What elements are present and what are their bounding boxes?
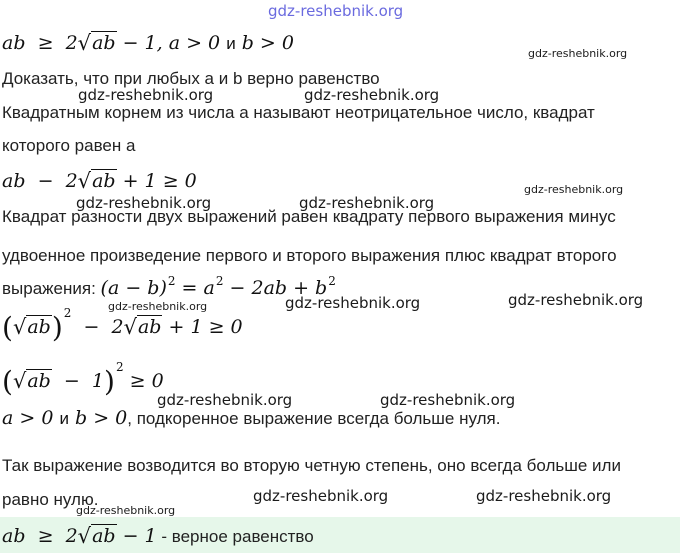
watermark: gdz-reshebnik.org (285, 294, 421, 312)
watermark: gdz-reshebnik.org (528, 47, 628, 60)
square-rule-label: выражения: (2, 279, 96, 298)
prove-statement: Доказать, что при любых a и b верно равенство (2, 69, 380, 88)
positivity-text: , подкоренное выражение всегда больше нуля. (127, 409, 501, 428)
square-rule-line-2: удвоенное произведение первого и второго выражения плюс квадрат второго (2, 246, 617, 265)
watermark: gdz-reshebnik.org (304, 86, 440, 104)
watermark: gdz-reshebnik.org (253, 487, 389, 505)
watermark: gdz-reshebnik.org (299, 194, 435, 212)
watermark: gdz-reshebnik.org (380, 391, 516, 409)
watermark: gdz-reshebnik.org (508, 291, 644, 309)
conclusion (2, 523, 314, 549)
watermark: gdz-reshebnik.org (76, 504, 176, 517)
square-rule-line-1: Квадрат разности двух выражений равен квадрату первого выражения минус (2, 207, 616, 226)
conclusion-text: - верное равенство (156, 527, 314, 546)
even-power-line-2: равно нулю. (2, 490, 99, 509)
watermark: gdz-reshebnik.org (524, 183, 624, 196)
watermark-top: gdz-reshebnik.org (268, 2, 404, 20)
condition-formula: ab ≥ 2√ab − 1, a > 0 и b > 0 (2, 31, 294, 55)
watermark: gdz-reshebnik.org (76, 194, 212, 212)
root-definition-line-2: которого равен a (2, 136, 136, 155)
square-rule-formula: $(a - b)^2 = a^2 - 2ab + b^2$ (100, 274, 336, 299)
positivity-formula: a > 0 и b > 0 (2, 407, 128, 429)
watermark: gdz-reshebnik.org (108, 300, 208, 313)
inequality-4: $(√ab - 1)^2 \ge 0$ (2, 360, 164, 398)
watermark: gdz-reshebnik.org (476, 487, 612, 505)
root-definition-line-1: Квадратным корнем из числа a называют неотрицательное число, квадрат (2, 103, 595, 122)
watermark: gdz-reshebnik.org (78, 86, 214, 104)
inequality-2: ab − 2√ab + 1 ≥ 0 (2, 169, 197, 193)
positivity-statement (2, 406, 500, 431)
inequality-3: $(√ab)^2 - 2√ab + 1 \ge 0$ (2, 306, 243, 344)
watermark: gdz-reshebnik.org (157, 391, 293, 409)
conclusion-formula: ab ≥ 2√ab − 1 (2, 524, 157, 548)
even-power-line-1: Так выражение возводится во вторую четную степень, оно всегда больше или (2, 456, 621, 475)
